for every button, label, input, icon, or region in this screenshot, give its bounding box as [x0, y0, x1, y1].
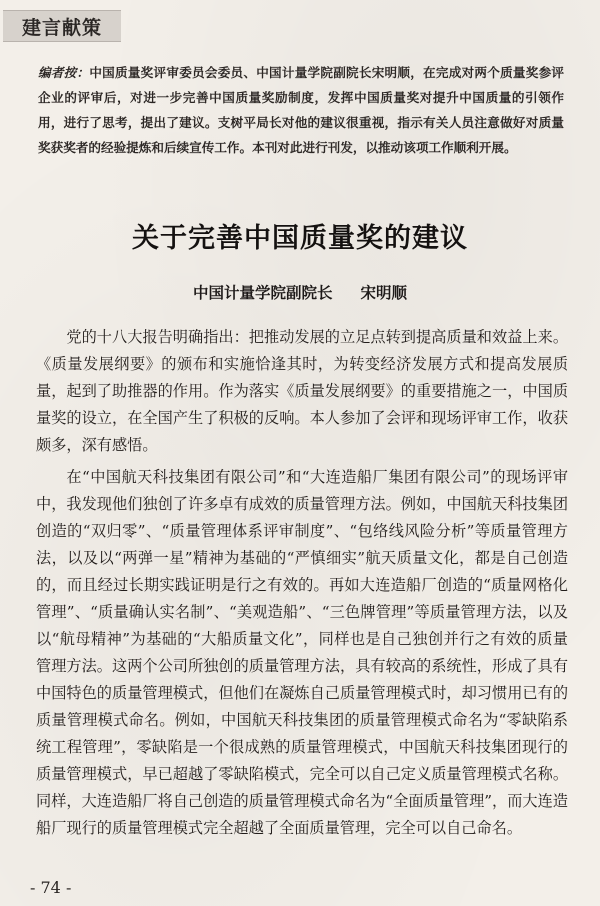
- author-name: 宋明顺: [360, 284, 408, 302]
- page-number: - 74 -: [30, 878, 72, 897]
- column-header: [3, 10, 121, 42]
- body-paragraph-1: 党的十八大报告明确指出：把推动发展的立足点转到提高质量和效益上来。《质量发展纲要》的颁布和实施恰逢其时，为转变经济发展方式和提高发展质量，起到了助推器的作用。作为落实《质量发展纲要》的重要措施之一，中国质量奖的设立，在全国产生了积极的反响。本人参加了会评和现场评审工作，收获颇多，深有感悟。: [36, 328, 568, 454]
- byline: [0, 281, 600, 303]
- body-paragraph-2: 在“中国航天科技集团有限公司”和“大连造船厂集团有限公司”的现场评审中，我发现他们独创了许多卓有成效的质量管理方法。例如，中国航天科技集团创造的“双归零”、“质量管理体系评审制度”、“包络线风险分析”等质量管理方法，以及以“两弹一星”精神为基础的“严慎细实”航天质量文化，都是自己创造的，而且经过长期实践证明是行之有效的。再如大连造船厂创造的“质量网格化管理”、“质量确认实名制”、“美观造船”、“三色牌管理”等质量管理方法，以及以“航母精神”为基础的“大船质量文化”，同样也是自己独创并行之有效的质量管理方法。这两个公司所独创的质量管理方法，具有较高的系统性，形成了具有中国特色的质量管理模式，但他们在凝炼自己质量管理模式时，却习惯用已有的质量管理模式命名。例如，中国航天科技集团的质量管理模式命名为“零缺陷系统工程管理”，零缺陷是一个很成熟的质量管理模式，中国航天科技集团现行的质量管理模式，早已超越了零缺陷模式，完全可以自己定义质量管理模式名称。同样，大连造船厂将自己创造的质量管理模式命名为“全面质量管理”，而大连造船厂现行的质量管理模式完全超越了全面质量管理，完全可以自己命名。: [36, 468, 568, 837]
- editor-note-label: 编者按：: [38, 65, 90, 80]
- article-body: [36, 324, 568, 842]
- column-header-label: 建言献策: [21, 16, 102, 39]
- editor-note: [38, 60, 564, 160]
- editor-note-text: 中国质量奖评审委员会委员、中国计量学院副院长宋明顺，在完成对两个质量奖参评企业的评审后，对进一步完善中国质量奖励制度，发挥中国质量奖对提升中国质量的引领作用，进行了思考，提出了建议。支树平局长对他的建议很重视，指示有关人员注意做好对质量奖获奖者的经验提炼和后续宣传工作。本刊对此进行刊发，以推动该项工作顺利开展。: [38, 65, 565, 155]
- article-title: 关于完善中国质量奖的建议: [132, 223, 468, 254]
- author-position: 中国计量学院副院长: [192, 284, 333, 302]
